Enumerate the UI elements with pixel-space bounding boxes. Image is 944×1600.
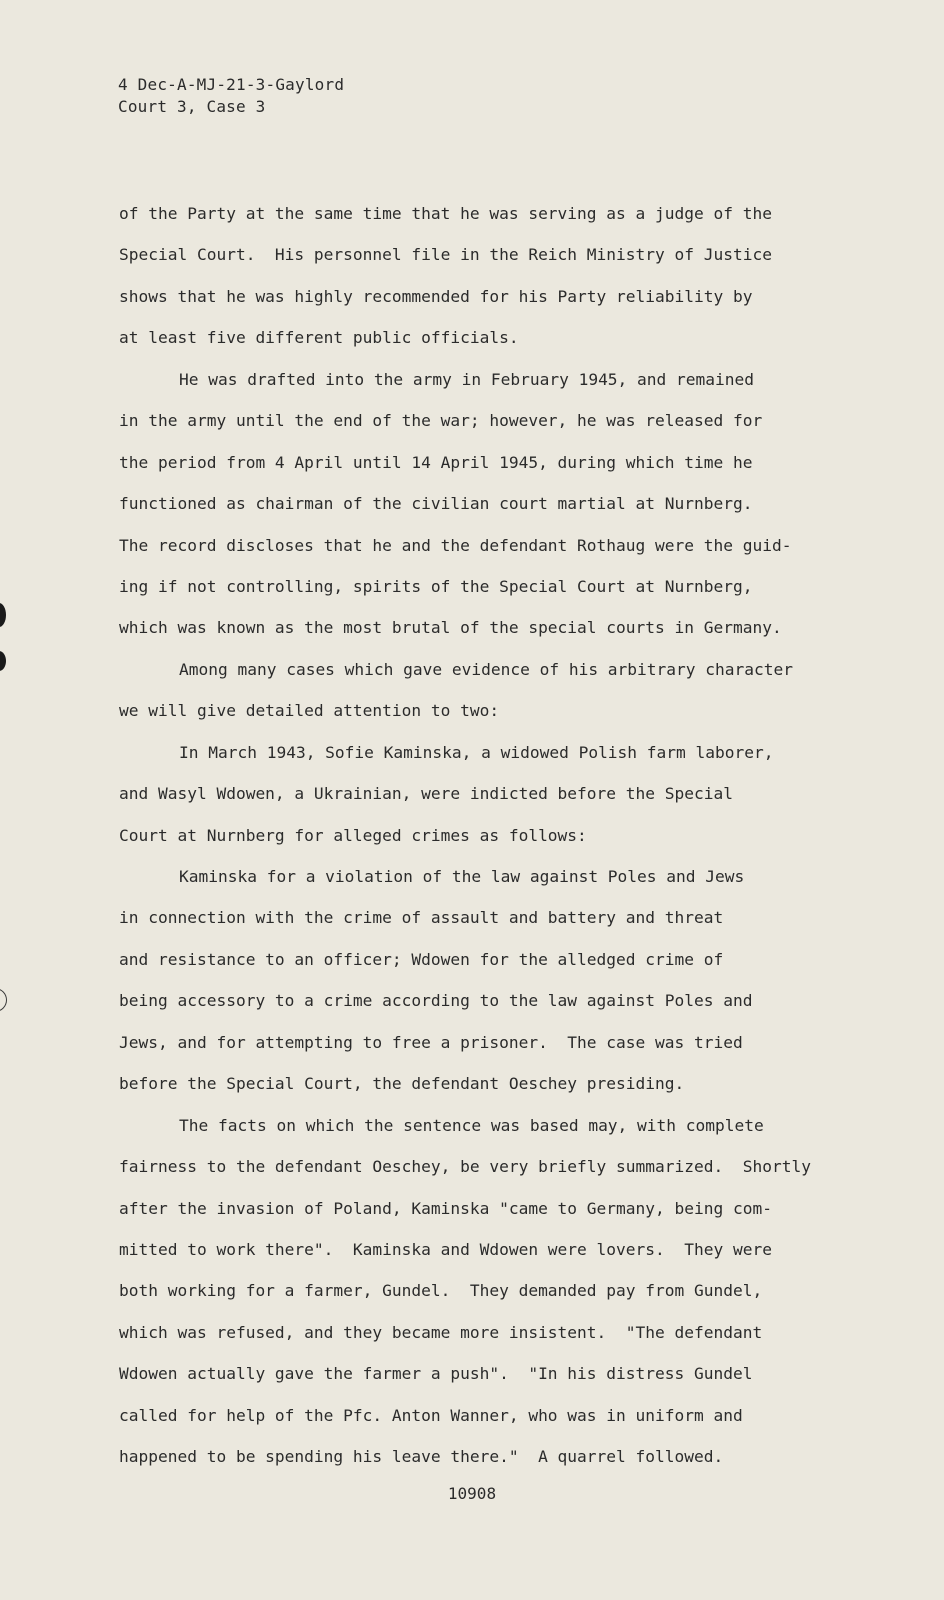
text-line: Wdowen actually gave the farmer a push". "In his distress Gundel: [119, 1364, 753, 1384]
text-line: in the army until the end of the war; however, he was released for: [119, 411, 763, 431]
text-line: at least five different public officials.: [119, 328, 519, 348]
text-line: Kaminska for a violation of the law against Poles and Jews: [179, 867, 745, 886]
text-line: fairness to the defendant Oeschey, be very briefly summarized. Shortly: [119, 1157, 811, 1177]
text-line: shows that he was highly recommended for his Party reliability by: [119, 286, 753, 306]
text-line: Among many cases which gave evidence of his arbitrary character: [179, 659, 793, 679]
text-line: Court at Nurnberg for alleged crimes as follows:: [119, 825, 587, 845]
text-line: which was known as the most brutal of the special courts in Germany.: [119, 618, 782, 638]
binding-edge-arc: [0, 988, 7, 1012]
text-line: and Wasyl Wdowen, a Ukrainian, were indicted before the Special: [119, 784, 733, 804]
text-line: before the Special Court, the defendant Oeschey presiding.: [119, 1074, 685, 1094]
binding-hole-mark: [0, 651, 6, 671]
text-line: The record discloses that he and the defendant Rothaug were the guid-: [119, 535, 792, 555]
binding-hole-mark: [0, 603, 6, 627]
text-line: both working for a farmer, Gundel. They demanded pay from Gundel,: [119, 1281, 763, 1301]
text-line: called for help of the Pfc. Anton Wanner, who was in uniform and: [119, 1405, 743, 1425]
text-line: after the invasion of Poland, Kaminska "came to Germany, being com-: [119, 1198, 772, 1218]
text-line: mitted to work there". Kaminska and Wdowen were lovers. They were: [119, 1239, 772, 1259]
header-court-case: Court 3, Case 3: [118, 97, 266, 116]
text-line: in connection with the crime of assault and battery and threat: [119, 908, 724, 928]
text-line: Special Court. His personnel file in the Reich Ministry of Justice: [119, 245, 772, 265]
text-line: Jews, and for attempting to free a prisoner. The case was tried: [119, 1032, 743, 1052]
header-reference: 4 Dec-A-MJ-21-3-Gaylord: [118, 75, 345, 94]
text-line: which was refused, and they became more insistent. "The defendant: [119, 1322, 763, 1342]
text-line: happened to be spending his leave there." A quarrel followed.: [119, 1447, 724, 1467]
text-line: being accessory to a crime according to the law against Poles and: [119, 991, 753, 1011]
document-header: [118, 74, 344, 118]
document-body: [119, 193, 919, 1478]
text-line: He was drafted into the army in February 1945, and remained: [179, 369, 754, 389]
text-line: of the Party at the same time that he was serving as a judge of the: [119, 204, 772, 223]
text-line: and resistance to an officer; Wdowen for the alledged crime of: [119, 949, 724, 969]
text-line: ing if not controlling, spirits of the Special Court at Nurnberg,: [119, 576, 753, 596]
text-line: the period from 4 April until 14 April 1945, during which time he: [119, 452, 753, 472]
page-number: 10908: [447, 1484, 497, 1503]
text-line: we will give detailed attention to two:: [119, 701, 500, 721]
text-line: In March 1943, Sofie Kaminska, a widowed Polish farm laborer,: [179, 742, 774, 762]
text-line: The facts on which the sentence was based may, with complete: [179, 1115, 764, 1135]
text-line: functioned as chairman of the civilian court martial at Nurnberg.: [119, 494, 753, 514]
